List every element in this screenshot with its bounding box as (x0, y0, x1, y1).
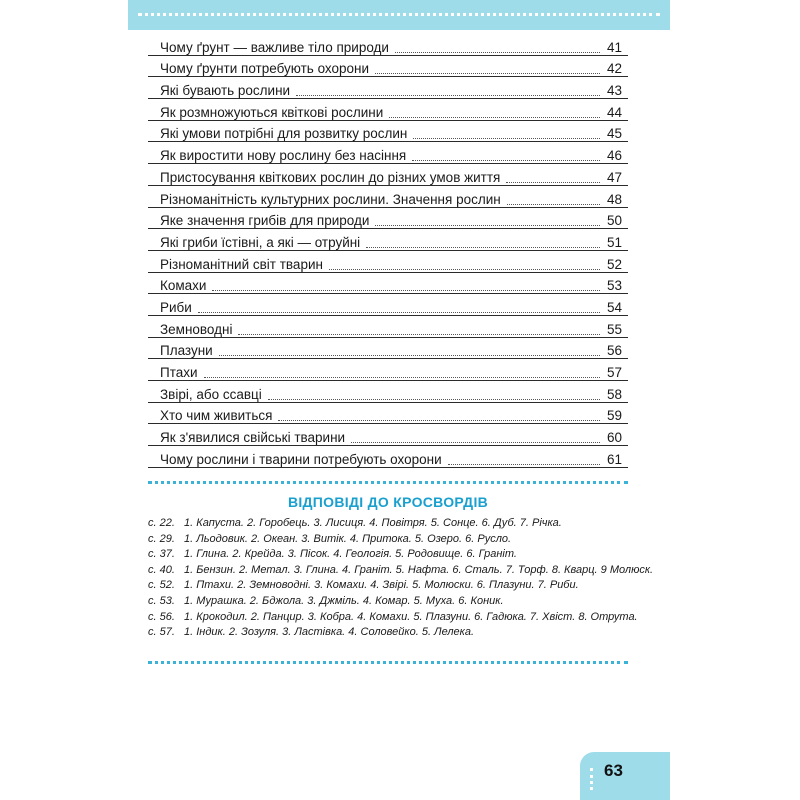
toc-dot-leader (219, 355, 600, 356)
toc-underline (148, 402, 628, 403)
answer-page-ref: с. 52. (148, 579, 175, 592)
toc-dot-leader (506, 182, 600, 183)
toc-dot-leader (375, 225, 600, 226)
toc-page-number: 52 (604, 257, 622, 272)
toc-title: Чому рослини і тварини потребують охорони (160, 452, 446, 467)
toc-title: Звірі, або ссавці (160, 387, 266, 402)
toc-dot-leader (278, 420, 600, 421)
toc-dot-leader (329, 269, 600, 270)
toc-title: Пристосування квіткових рослин до різних умов життя (160, 170, 504, 185)
toc-underline (148, 141, 628, 142)
toc-row (148, 36, 628, 58)
toc-row (148, 296, 628, 318)
toc-underline (148, 467, 628, 468)
toc-title: Як виростити нову рослину без насіння (160, 148, 410, 163)
answer-text: 1. Капуста. 2. Горобець. 3. Лисиця. 4. Повітря. 5. Сонце. 6. Дуб. 7. Річка. (184, 517, 562, 529)
answer-page-ref: с. 57. (148, 626, 175, 639)
toc-dot-leader (198, 312, 600, 313)
toc-page-number: 56 (604, 343, 622, 358)
toc-dot-leader (366, 247, 600, 248)
toc-dot-leader (412, 160, 600, 161)
toc-row (148, 210, 628, 232)
table-of-contents (148, 36, 628, 470)
toc-title: Птахи (160, 365, 202, 380)
bottom-dotted-line (590, 768, 593, 790)
answer-text: 1. Індик. 2. Зозуля. 3. Ластівка. 4. Соловейко. 5. Лелека. (184, 626, 475, 639)
toc-row (148, 166, 628, 188)
toc-row (148, 383, 628, 405)
toc-underline (148, 337, 628, 338)
toc-row (148, 79, 628, 101)
toc-row (148, 340, 628, 362)
toc-title: Яке значення грибів для природи (160, 213, 373, 228)
answer-text: 1. Бензин. 2. Метал. 3. Глина. 4. Граніт. 5. Нафта. 6. Сталь. 7. Торф. 8. Кварц. 9 Молюск. (184, 563, 654, 576)
toc-underline (148, 55, 628, 56)
toc-dot-leader (413, 138, 600, 139)
toc-page-number: 53 (604, 278, 622, 293)
bottom-decorative-band (580, 752, 670, 800)
toc-underline (148, 120, 628, 121)
toc-title: Різноманітність культурних рослини. Значення рослин (160, 192, 505, 207)
toc-row (148, 405, 628, 427)
answer-page-ref: с. 53. (148, 594, 175, 607)
answer-row (148, 533, 648, 549)
toc-row (148, 361, 628, 383)
toc-underline (148, 315, 628, 316)
toc-dot-leader (395, 52, 600, 53)
toc-row (148, 253, 628, 275)
answers-heading: ВІДПОВІДІ ДО КРОСВОРДІВ (287, 494, 489, 510)
toc-title: Риби (160, 300, 196, 315)
answer-page-ref: с. 40. (148, 563, 175, 576)
answer-page-ref: с. 56. (148, 610, 175, 623)
toc-page-number: 41 (604, 40, 622, 55)
toc-dot-leader (212, 290, 600, 291)
toc-dot-leader (507, 204, 600, 205)
toc-underline (148, 272, 628, 273)
toc-row (148, 101, 628, 123)
toc-underline (148, 250, 628, 251)
answer-row (148, 579, 648, 595)
toc-underline (148, 293, 628, 294)
toc-underline (148, 76, 628, 77)
toc-row (148, 231, 628, 253)
crossword-answers (148, 517, 654, 642)
toc-page-number: 61 (604, 452, 622, 467)
answer-page-ref: с. 29. (148, 532, 175, 545)
toc-title: Плазуни (160, 343, 217, 358)
toc-row (148, 275, 628, 297)
toc-dot-leader (375, 73, 600, 74)
toc-page-number: 47 (604, 170, 622, 185)
toc-dot-leader (389, 117, 600, 118)
toc-title: Земноводні (160, 322, 236, 337)
toc-row (148, 318, 628, 340)
toc-page-number: 57 (604, 365, 622, 380)
toc-page-number: 50 (604, 213, 622, 228)
answer-text: 1. Птахи. 2. Земноводні. 3. Комахи. 4. Звірі. 5. Молюски. 6. Плазуни. 7. Риби. (184, 579, 579, 592)
toc-row (148, 144, 628, 166)
toc-title: Які гриби їстівні, а які — отруйні (160, 235, 364, 250)
toc-dot-leader (296, 95, 600, 96)
top-decorative-band (128, 0, 670, 30)
toc-page-number: 46 (604, 148, 622, 163)
toc-underline (148, 98, 628, 99)
answer-row (148, 595, 648, 611)
toc-dot-leader (238, 334, 600, 335)
answer-row (148, 626, 648, 642)
dotted-separator-top (148, 481, 628, 484)
answer-text: 1. Льодовик. 2. Океан. 3. Витік. 4. Притока. 5. Озеро. 6. Русло. (184, 532, 512, 545)
toc-page-number: 51 (604, 235, 622, 250)
toc-row (148, 188, 628, 210)
toc-title: Чому ґрунт — важливе тіло природи (160, 40, 393, 55)
toc-title: Чому ґрунти потребують охорони (160, 61, 373, 76)
toc-row (148, 123, 628, 145)
toc-underline (148, 228, 628, 229)
toc-page-number: 58 (604, 387, 622, 402)
answer-page-ref: с. 22. (148, 517, 175, 529)
answer-row (148, 517, 648, 533)
answer-row (148, 611, 648, 627)
answer-text: 1. Крокодил. 2. Панцир. 3. Кобра. 4. Комахи. 5. Плазуни. 6. Гадюка. 7. Хвіст. 8. Отрута. (184, 610, 638, 623)
toc-page-number: 54 (604, 300, 622, 315)
toc-underline (148, 207, 628, 208)
toc-page-number: 48 (604, 192, 622, 207)
toc-page-number: 45 (604, 126, 622, 141)
toc-dot-leader (448, 464, 600, 465)
toc-page-number: 42 (604, 61, 622, 76)
toc-underline (148, 380, 628, 381)
toc-page-number: 60 (604, 430, 622, 445)
toc-underline (148, 423, 628, 424)
toc-row (148, 426, 628, 448)
toc-title: Хто чим живиться (160, 408, 276, 423)
toc-row (148, 58, 628, 80)
answer-page-ref: с. 37. (148, 548, 175, 561)
toc-page-number: 55 (604, 322, 622, 337)
page-number: 63 (604, 761, 623, 780)
answer-row (148, 548, 648, 564)
toc-page-number: 44 (604, 105, 622, 120)
toc-page-number: 43 (604, 83, 622, 98)
answer-text: 1. Глина. 2. Крейда. 3. Пісок. 4. Геологія. 5. Родовище. 6. Граніт. (184, 548, 517, 561)
toc-dot-leader (351, 442, 600, 443)
toc-title: Різноманітний світ тварин (160, 257, 327, 272)
toc-title: Які бувають рослини (160, 83, 294, 98)
dotted-separator-bottom (148, 661, 628, 664)
toc-dot-leader (268, 399, 600, 400)
toc-underline (148, 358, 628, 359)
toc-title: Які умови потрібні для розвитку рослин (160, 126, 411, 141)
toc-dot-leader (204, 377, 600, 378)
answer-row (148, 563, 654, 580)
answer-text: 1. Мурашка. 2. Бджола. 3. Джміль. 4. Комар. 5. Муха. 6. Коник. (184, 594, 504, 607)
toc-underline (148, 163, 628, 164)
toc-row (148, 448, 628, 470)
toc-title: Як з'явилися свійські тварини (160, 430, 349, 445)
top-dotted-line (138, 13, 660, 16)
toc-underline (148, 185, 628, 186)
toc-title: Як розмножуються квіткові рослини (160, 105, 387, 120)
toc-underline (148, 445, 628, 446)
toc-title: Комахи (160, 278, 210, 293)
toc-page-number: 59 (604, 408, 622, 423)
